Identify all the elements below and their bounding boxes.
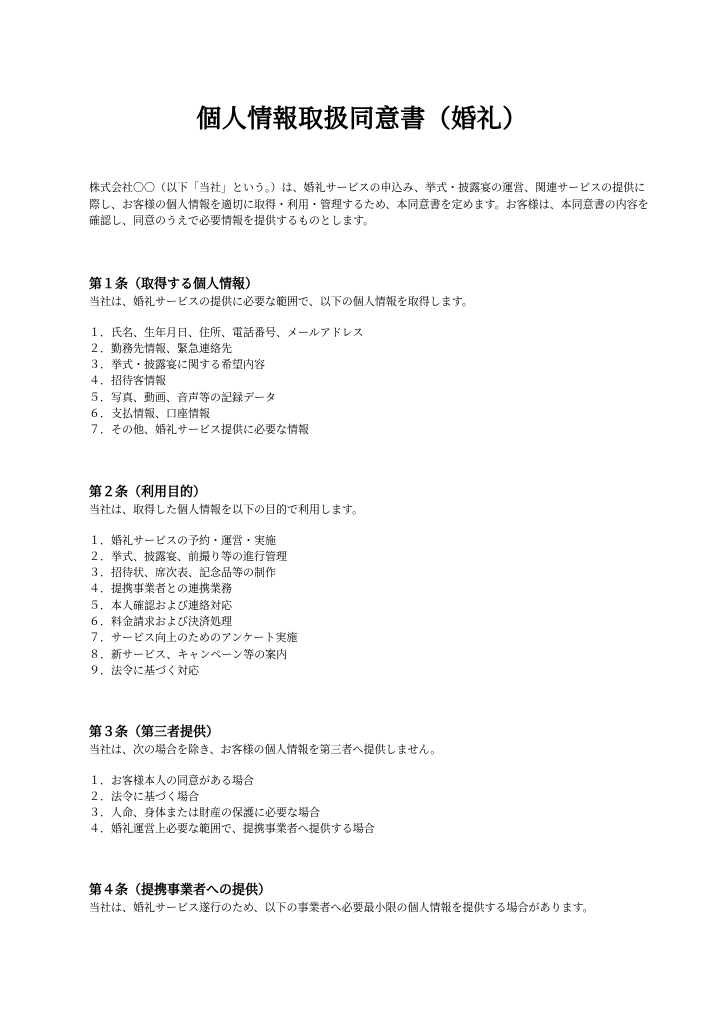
intro-paragraph: 株式会社〇〇（以下「当社」という。）は、婚礼サービスの申込み、挙式・披露宴の運営、関連サービスの提供に際し、お客様の個人情報を適切に取得・利用・管理するため、本同意書を定めます。お客様は、本同意書の内容を確認し、同意のうえで必要情報を提供するものとします。 — [89, 181, 649, 227]
article-3-list — [89, 773, 659, 838]
list-item: ４．提携事業者との連携業務 — [89, 582, 232, 596]
article-2-list — [89, 533, 659, 680]
article-1 — [89, 275, 659, 439]
list-item: ２．法令に基づく場合 — [89, 789, 199, 803]
article-4 — [89, 881, 659, 917]
list-item: ９．法令に基づく対応 — [89, 663, 199, 677]
article-4-lead: 当社は、婚礼サービス遂行のため、以下の事業者へ必要最小限の個人情報を提供する場合があります。 — [89, 901, 594, 914]
list-item: ４．招待客情報 — [89, 374, 166, 388]
list-item: ４．婚礼運営上必要な範囲で、提携事業者へ提供する場合 — [89, 822, 375, 836]
article-2 — [89, 483, 659, 679]
list-item: ２．勤務先情報、緊急連絡先 — [89, 341, 232, 355]
list-item: ６．料金請求および決済処理 — [89, 614, 232, 628]
article-1-lead: 当社は、婚礼サービスの提供に必要な範囲で、以下の個人情報を取得します。 — [89, 295, 473, 308]
document-title: 個人情報取扱同意書（婚礼） — [196, 104, 528, 133]
article-4-heading: 第４条（提携事業者への提供） — [89, 883, 272, 898]
article-2-heading: 第２条（利用目的） — [89, 485, 207, 500]
list-item: ５．本人確認および連絡対応 — [89, 598, 232, 612]
list-item: １．氏名、生年月日、住所、電話番号、メールアドレス — [89, 325, 364, 339]
list-item: １．お客様本人の同意がある場合 — [89, 773, 254, 787]
list-item: ６．支払情報、口座情報 — [89, 406, 210, 420]
list-item: ２．挙式、披露宴、前撮り等の進行管理 — [89, 549, 287, 563]
list-item: ８．新サービス、キャンペーン等の案内 — [89, 647, 288, 661]
list-item: ７．サービス向上のためのアンケート実施 — [89, 631, 298, 645]
article-3 — [89, 723, 659, 838]
list-item: １．婚礼サービスの予約・運営・実施 — [89, 533, 276, 547]
list-item: ３．挙式・披露宴に関する希望内容 — [89, 358, 265, 372]
article-2-lead: 当社は、取得した個人情報を以下の目的で利用します。 — [89, 503, 364, 516]
article-1-heading: 第１条（取得する個人情報） — [89, 277, 259, 292]
list-item: ５．写真、動画、音声等の記録データ — [89, 390, 276, 404]
list-item: ３．招待状、席次表、記念品等の制作 — [89, 566, 276, 580]
article-1-list — [89, 325, 659, 439]
list-item: ７．その他、婚礼サービス提供に必要な情報 — [89, 423, 309, 437]
list-item: ３．人命、身体または財産の保護に必要な場合 — [89, 806, 320, 820]
article-3-heading: 第３条（第三者提供） — [89, 725, 220, 740]
article-3-lead: 当社は、次の場合を除き、お客様の個人情報を第三者へ提供しません。 — [89, 743, 442, 756]
